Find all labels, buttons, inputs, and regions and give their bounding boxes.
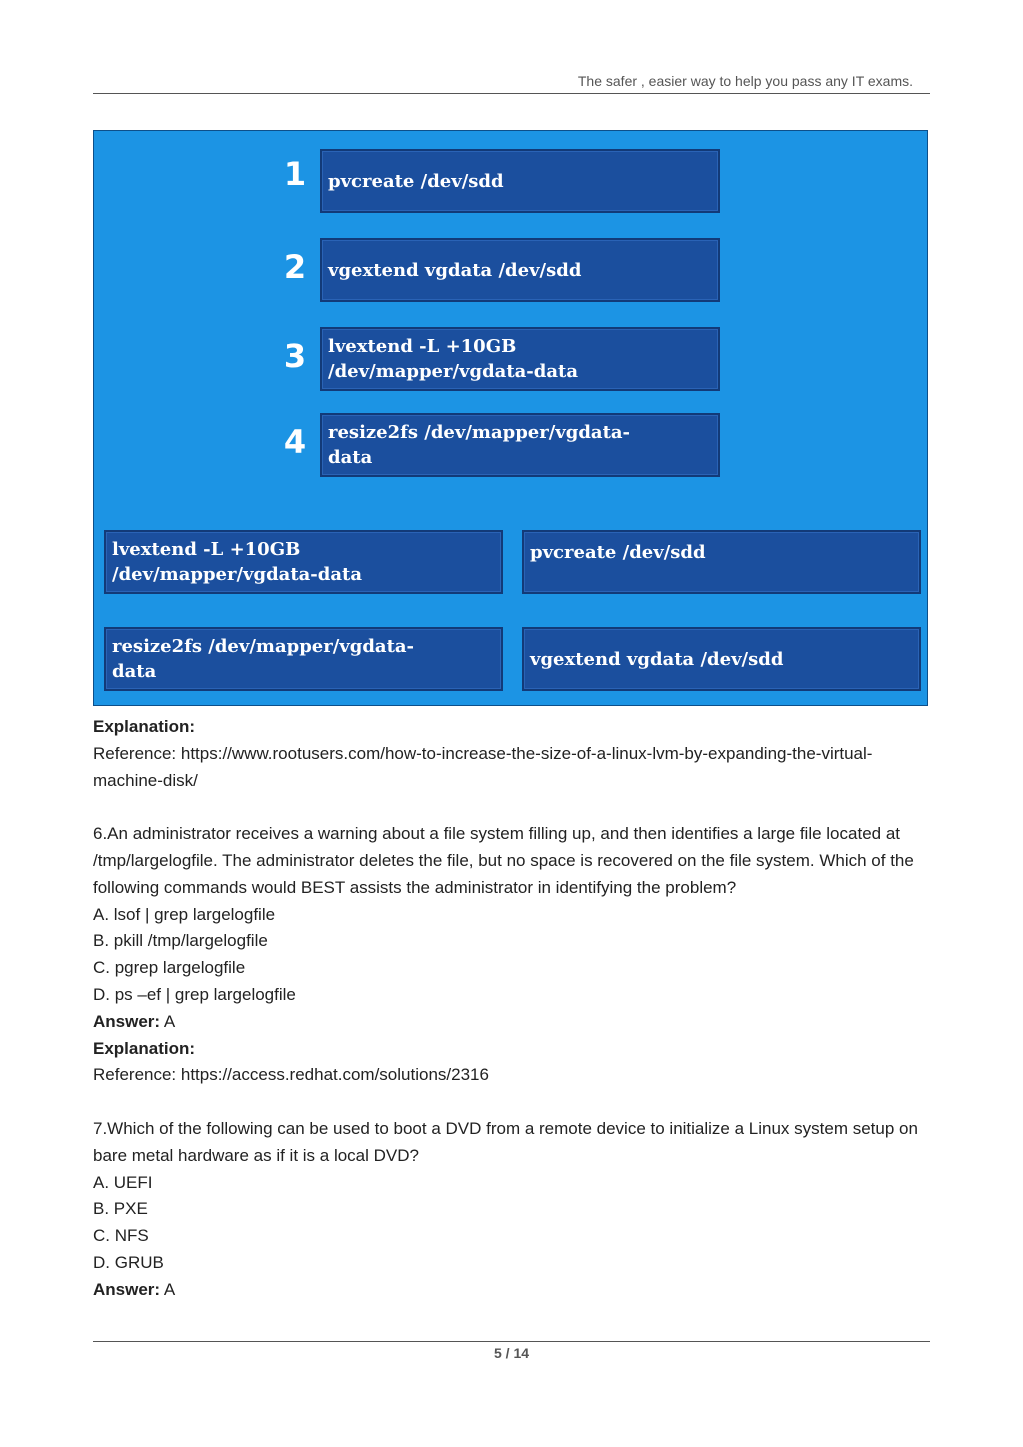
q6-option-b: B. pkill /tmp/largelogfile: [93, 931, 268, 951]
option-box-lvextend[interactable]: lvextend -L +10GB /dev/mapper/vgdata-data: [104, 530, 503, 594]
lvm-ordering-figure: [93, 130, 928, 706]
q6-reference: Reference: https://access.redhat.com/solutions/2316: [93, 1065, 489, 1085]
q6-question: 6.An administrator receives a warning about a file system filling up, and then identifies a large file located at /tmp/largelogfile. The administrator deletes the file, but no space is recovered on the file system. Which of the following commands would BEST assists the administrator in identifying the problem?: [93, 824, 914, 897]
q6-option-a: A. lsof | grep largelogfile: [93, 904, 276, 924]
option-box-resize2fs[interactable]: resize2fs /dev/mapper/vgdata- data: [104, 627, 503, 691]
q6-answer-value: A: [163, 1011, 176, 1031]
footer-divider: [93, 1341, 930, 1342]
option-box-vgextend[interactable]: vgextend vgdata /dev/sdd: [522, 627, 921, 691]
step-number-3: 3: [283, 337, 307, 375]
q6-option-c: C. pgrep largelogfile: [93, 958, 246, 978]
q7-option-c: C. NFS: [93, 1226, 149, 1246]
q6-option-d: D. ps –ef | grep largelogfile: [93, 984, 296, 1004]
page-number: 5 / 14: [493, 1345, 530, 1361]
step-4-command-box: resize2fs /dev/mapper/vgdata- data: [320, 413, 720, 477]
q7-option-b: B. PXE: [93, 1199, 148, 1219]
q7-answer-line: [93, 1277, 933, 1304]
q7-answer-label: Answer:: [93, 1279, 161, 1299]
step-number-2: 2: [283, 248, 307, 286]
spacer: [93, 1089, 933, 1116]
header-tagline: The safer , easier way to help you pass any IT exams.: [577, 73, 913, 89]
header-divider: [93, 93, 930, 94]
q7-option-d: D. GRUB: [93, 1252, 164, 1272]
step-number-4: 4: [283, 423, 307, 461]
q7-question: 7.Which of the following can be used to boot a DVD from a remote device to initialize a Linux system setup on bare metal hardware as if it is a local DVD?: [93, 1118, 918, 1165]
q7-option-a: A. UEFI: [93, 1172, 153, 1192]
q6-explanation-label: Explanation:: [93, 1038, 196, 1058]
spacer: [93, 794, 933, 821]
q7-answer-value: A: [163, 1279, 176, 1299]
page-content: [93, 714, 933, 1304]
q6-answer-line: [93, 1009, 933, 1036]
step-number-1: 1: [283, 155, 307, 193]
q5-reference: Reference: https://www.rootusers.com/how-to-increase-the-size-of-a-linux-lvm-by-expanding-the-virtual-machine-disk/: [93, 743, 873, 790]
option-box-pvcreate[interactable]: pvcreate /dev/sdd: [522, 530, 921, 594]
step-2-command-box: vgextend vgdata /dev/sdd: [320, 238, 720, 302]
step-1-command-box: pvcreate /dev/sdd: [320, 149, 720, 213]
q6-answer-label: Answer:: [93, 1011, 161, 1031]
q5-explanation-label: Explanation:: [93, 717, 196, 736]
step-3-command-box: lvextend -L +10GB /dev/mapper/vgdata-data: [320, 327, 720, 391]
